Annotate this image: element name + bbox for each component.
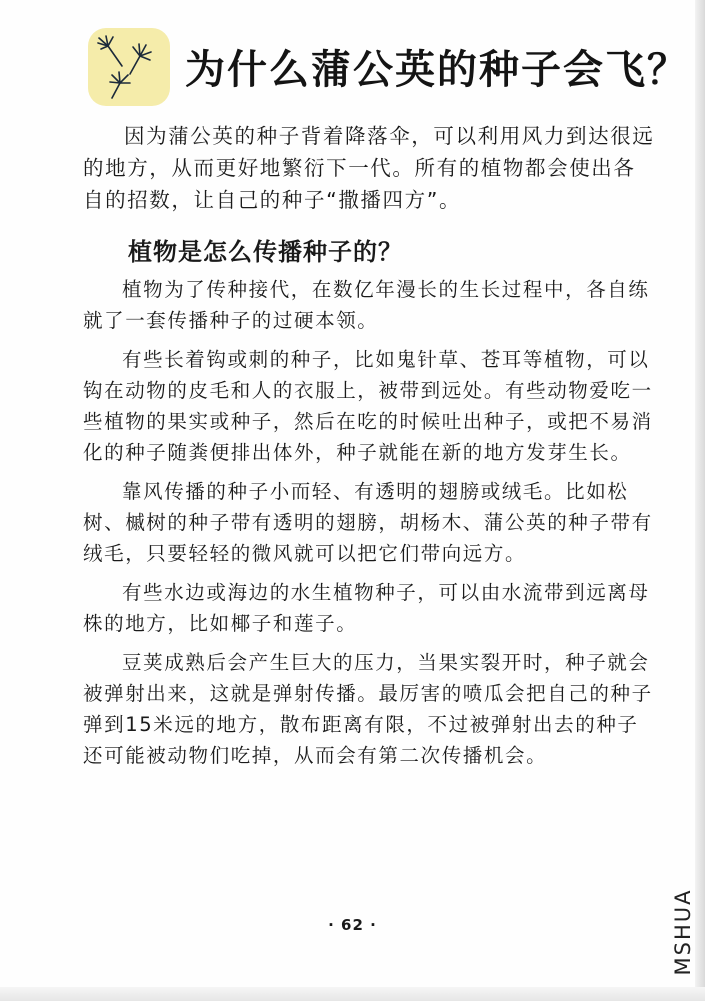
section-heading: 植物是怎么传播种子的？ [128,238,403,266]
watermark-text: MSHUA [671,888,695,976]
paragraph: 有些长着钩或刺的种子，比如鬼针草、苍耳等植物，可以钩在动物的皮毛和人的衣服上，被带到远处。有些动物爱吃一些植物的果实或种子，然后在吃的时候吐出种子，或把不易消化的种子随粪便排出体外，种子就能在新的地方发芽生长。 [83,348,653,464]
page-edge-shadow [695,0,705,1001]
dandelion-seeds-icon [88,28,170,106]
section-body [83,274,655,771]
page-title: 为什么蒲公英的种子会飞？ [185,47,689,93]
intro-paragraph [83,120,655,216]
paragraph: 靠风传播的种子小而轻、有透明的翅膀或绒毛。比如松树、槭树的种子带有透明的翅膀，胡杨木、蒲公英的种子带有绒毛，只要轻轻的微风就可以把它们带向远方。 [83,480,653,565]
watermark [666,880,700,990]
page-bottom-edge [0,987,705,1001]
paragraph: 有些水边或海边的水生植物种子，可以由水流带到远离母株的地方，比如椰子和莲子。 [83,581,650,635]
intro-text: 因为蒲公英的种子背着降落伞，可以利用风力到达很远的地方，从而更好地繁衍下一代。所有的植物都会使出各自的招数，让自己的种子“撒播四方”。 [83,124,655,212]
page-number: · 62 · [328,916,377,934]
paragraph: 植物为了传种接代，在数亿年漫长的生长过程中，各自练就了一套传播种子的过硬本领。 [83,278,650,332]
paragraph: 豆荚成熟后会产生巨大的压力，当果实裂开时，种子就会被弹射出来，这就是弹射传播。最厉害的喷瓜会把自己的种子弹到15米远的地方，散布距离有限，不过被弹射出去的种子还可能被动物们吃掉，从而会有第二次传播机会。 [83,651,653,767]
